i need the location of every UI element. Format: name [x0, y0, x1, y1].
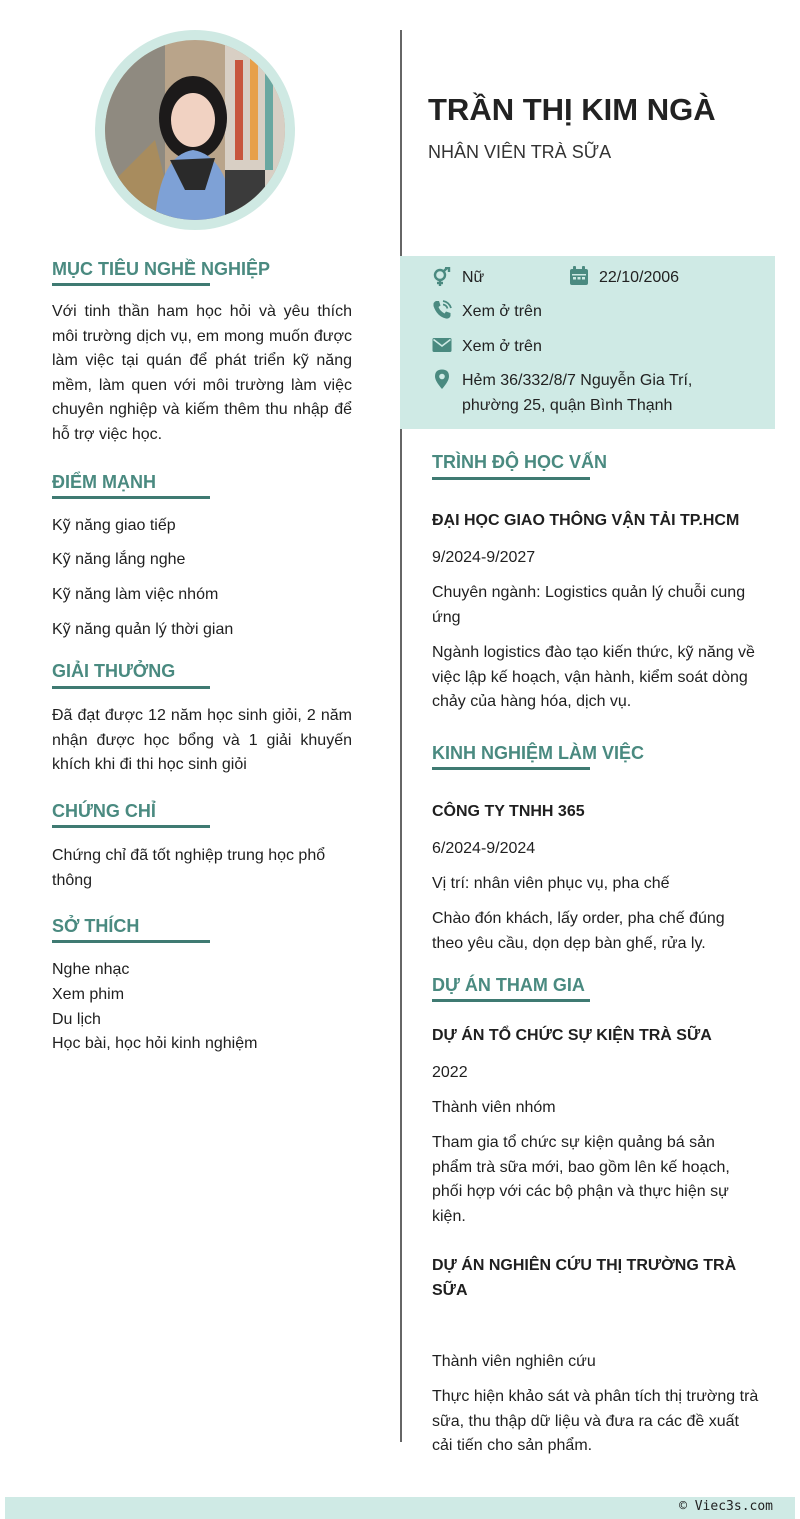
hobby-item: Nghe nhạc	[52, 961, 130, 978]
strength-item: Kỹ năng quản lý thời gian	[52, 621, 234, 638]
full-name: TRẦN THỊ KIM NGÀ	[428, 92, 716, 127]
strength-item: Kỹ năng giao tiếp	[52, 517, 176, 534]
experience-title: KINH NGHIỆM LÀM VIỆC	[432, 743, 645, 763]
email-value: Xem ở trên	[462, 338, 542, 355]
calendar-icon	[569, 266, 589, 286]
hobbies-title: SỞ THÍCH	[52, 916, 140, 936]
experience-underline	[432, 767, 590, 770]
hobby-item: Học bài, học hỏi kinh nghiệm	[52, 1035, 258, 1052]
experience-company: CÔNG TY TNHH 365	[432, 803, 585, 820]
project-name: DỰ ÁN TỔ CHỨC SỰ KIỆN TRÀ SỮA	[432, 1027, 712, 1044]
project-year: 2022	[432, 1064, 468, 1081]
address-line-1: Hẻm 36/332/8/7 Nguyễn Gia Trí,	[462, 372, 693, 389]
education-period: 9/2024-9/2027	[432, 549, 536, 566]
awards-text: Đã đạt được 12 năm học sinh giỏi, 2 năm nhận được học bổng và 1 giải khuyến khích khi đi thi học sinh giỏi	[52, 707, 352, 773]
phone-icon	[432, 300, 452, 320]
education-school: ĐẠI HỌC GIAO THÔNG VẬN TẢI TP.HCM	[432, 512, 740, 529]
project-role: Thành viên nghiên cứu	[432, 1353, 596, 1370]
hobbies-underline	[52, 940, 210, 943]
column-divider	[400, 30, 402, 1442]
awards-title: GIẢI THƯỞNG	[52, 661, 176, 681]
strengths-title: ĐIỂM MẠNH	[52, 472, 156, 492]
job-title: NHÂN VIÊN TRÀ SỮA	[428, 142, 612, 162]
footer-copyright: © Viec3s.com	[679, 1499, 773, 1514]
strength-item: Kỹ năng làm việc nhóm	[52, 586, 219, 603]
objective-underline	[52, 283, 210, 286]
certificates-text: Chứng chỉ đã tốt nghiệp trung học phổ thông	[52, 847, 326, 889]
objective-title: MỤC TIÊU NGHỀ NGHIỆP	[52, 259, 271, 279]
objective-text: Với tinh thần ham học hỏi và yêu thích môi trường dịch vụ, em mong muốn được làm việc tại quán để phát triển kỹ năng mềm, làm quen với môi trường làm việc chuyên nghiệp và kiếm thêm thu nhập để hỗ trợ việc học.	[52, 303, 352, 443]
strengths-underline	[52, 496, 210, 499]
project-description: Tham gia tổ chức sự kiện quảng bá sản phẩm trà sữa mới, bao gồm lên kế hoạch, phối hợp với các bộ phận và thực hiện sự kiện.	[432, 1134, 730, 1225]
avatar	[105, 40, 285, 220]
address-line-2: phường 25, quận Bình Thạnh	[462, 397, 673, 414]
phone-value: Xem ở trên	[462, 303, 542, 320]
project-description: Thực hiện khảo sát và phân tích thị trường trà sữa, thu thập dữ liệu và đưa ra các đề xuất cải tiến cho sản phẩm.	[432, 1388, 759, 1454]
education-major: Chuyên ngành: Logistics quản lý chuỗi cung ứng	[432, 584, 746, 626]
projects-title: DỰ ÁN THAM GIA	[432, 975, 585, 995]
birthday-value: 22/10/2006	[599, 269, 680, 286]
hobby-item: Xem phim	[52, 986, 125, 1003]
awards-underline	[52, 686, 210, 689]
certificates-underline	[52, 825, 210, 828]
experience-position: Vị trí: nhân viên phục vụ, pha chế	[432, 875, 670, 892]
strength-item: Kỹ năng lắng nghe	[52, 551, 186, 568]
footer-bar	[5, 1497, 795, 1519]
education-underline	[432, 477, 590, 480]
gender-icon	[432, 267, 452, 287]
hobby-item: Du lịch	[52, 1011, 101, 1028]
project-role: Thành viên nhóm	[432, 1099, 556, 1116]
experience-description: Chào đón khách, lấy order, pha chế đúng theo yêu cầu, dọn dẹp bàn ghế, rửa ly.	[432, 910, 725, 952]
certificates-title: CHỨNG CHỈ	[52, 801, 156, 821]
projects-underline	[432, 999, 590, 1002]
experience-period: 6/2024-9/2024	[432, 840, 536, 857]
location-pin-icon	[432, 369, 452, 389]
gender-value: Nữ	[462, 269, 485, 286]
education-description: Ngành logistics đào tạo kiến thức, kỹ năng về việc lập kế hoạch, vận hành, kiểm soát dòng chảy của hàng hóa, dịch vụ.	[432, 644, 755, 710]
project-name: DỰ ÁN NGHIÊN CỨU THỊ TRƯỜNG TRÀ SỮA	[432, 1257, 737, 1299]
email-icon	[432, 335, 452, 355]
education-title: TRÌNH ĐỘ HỌC VẤN	[432, 452, 607, 472]
